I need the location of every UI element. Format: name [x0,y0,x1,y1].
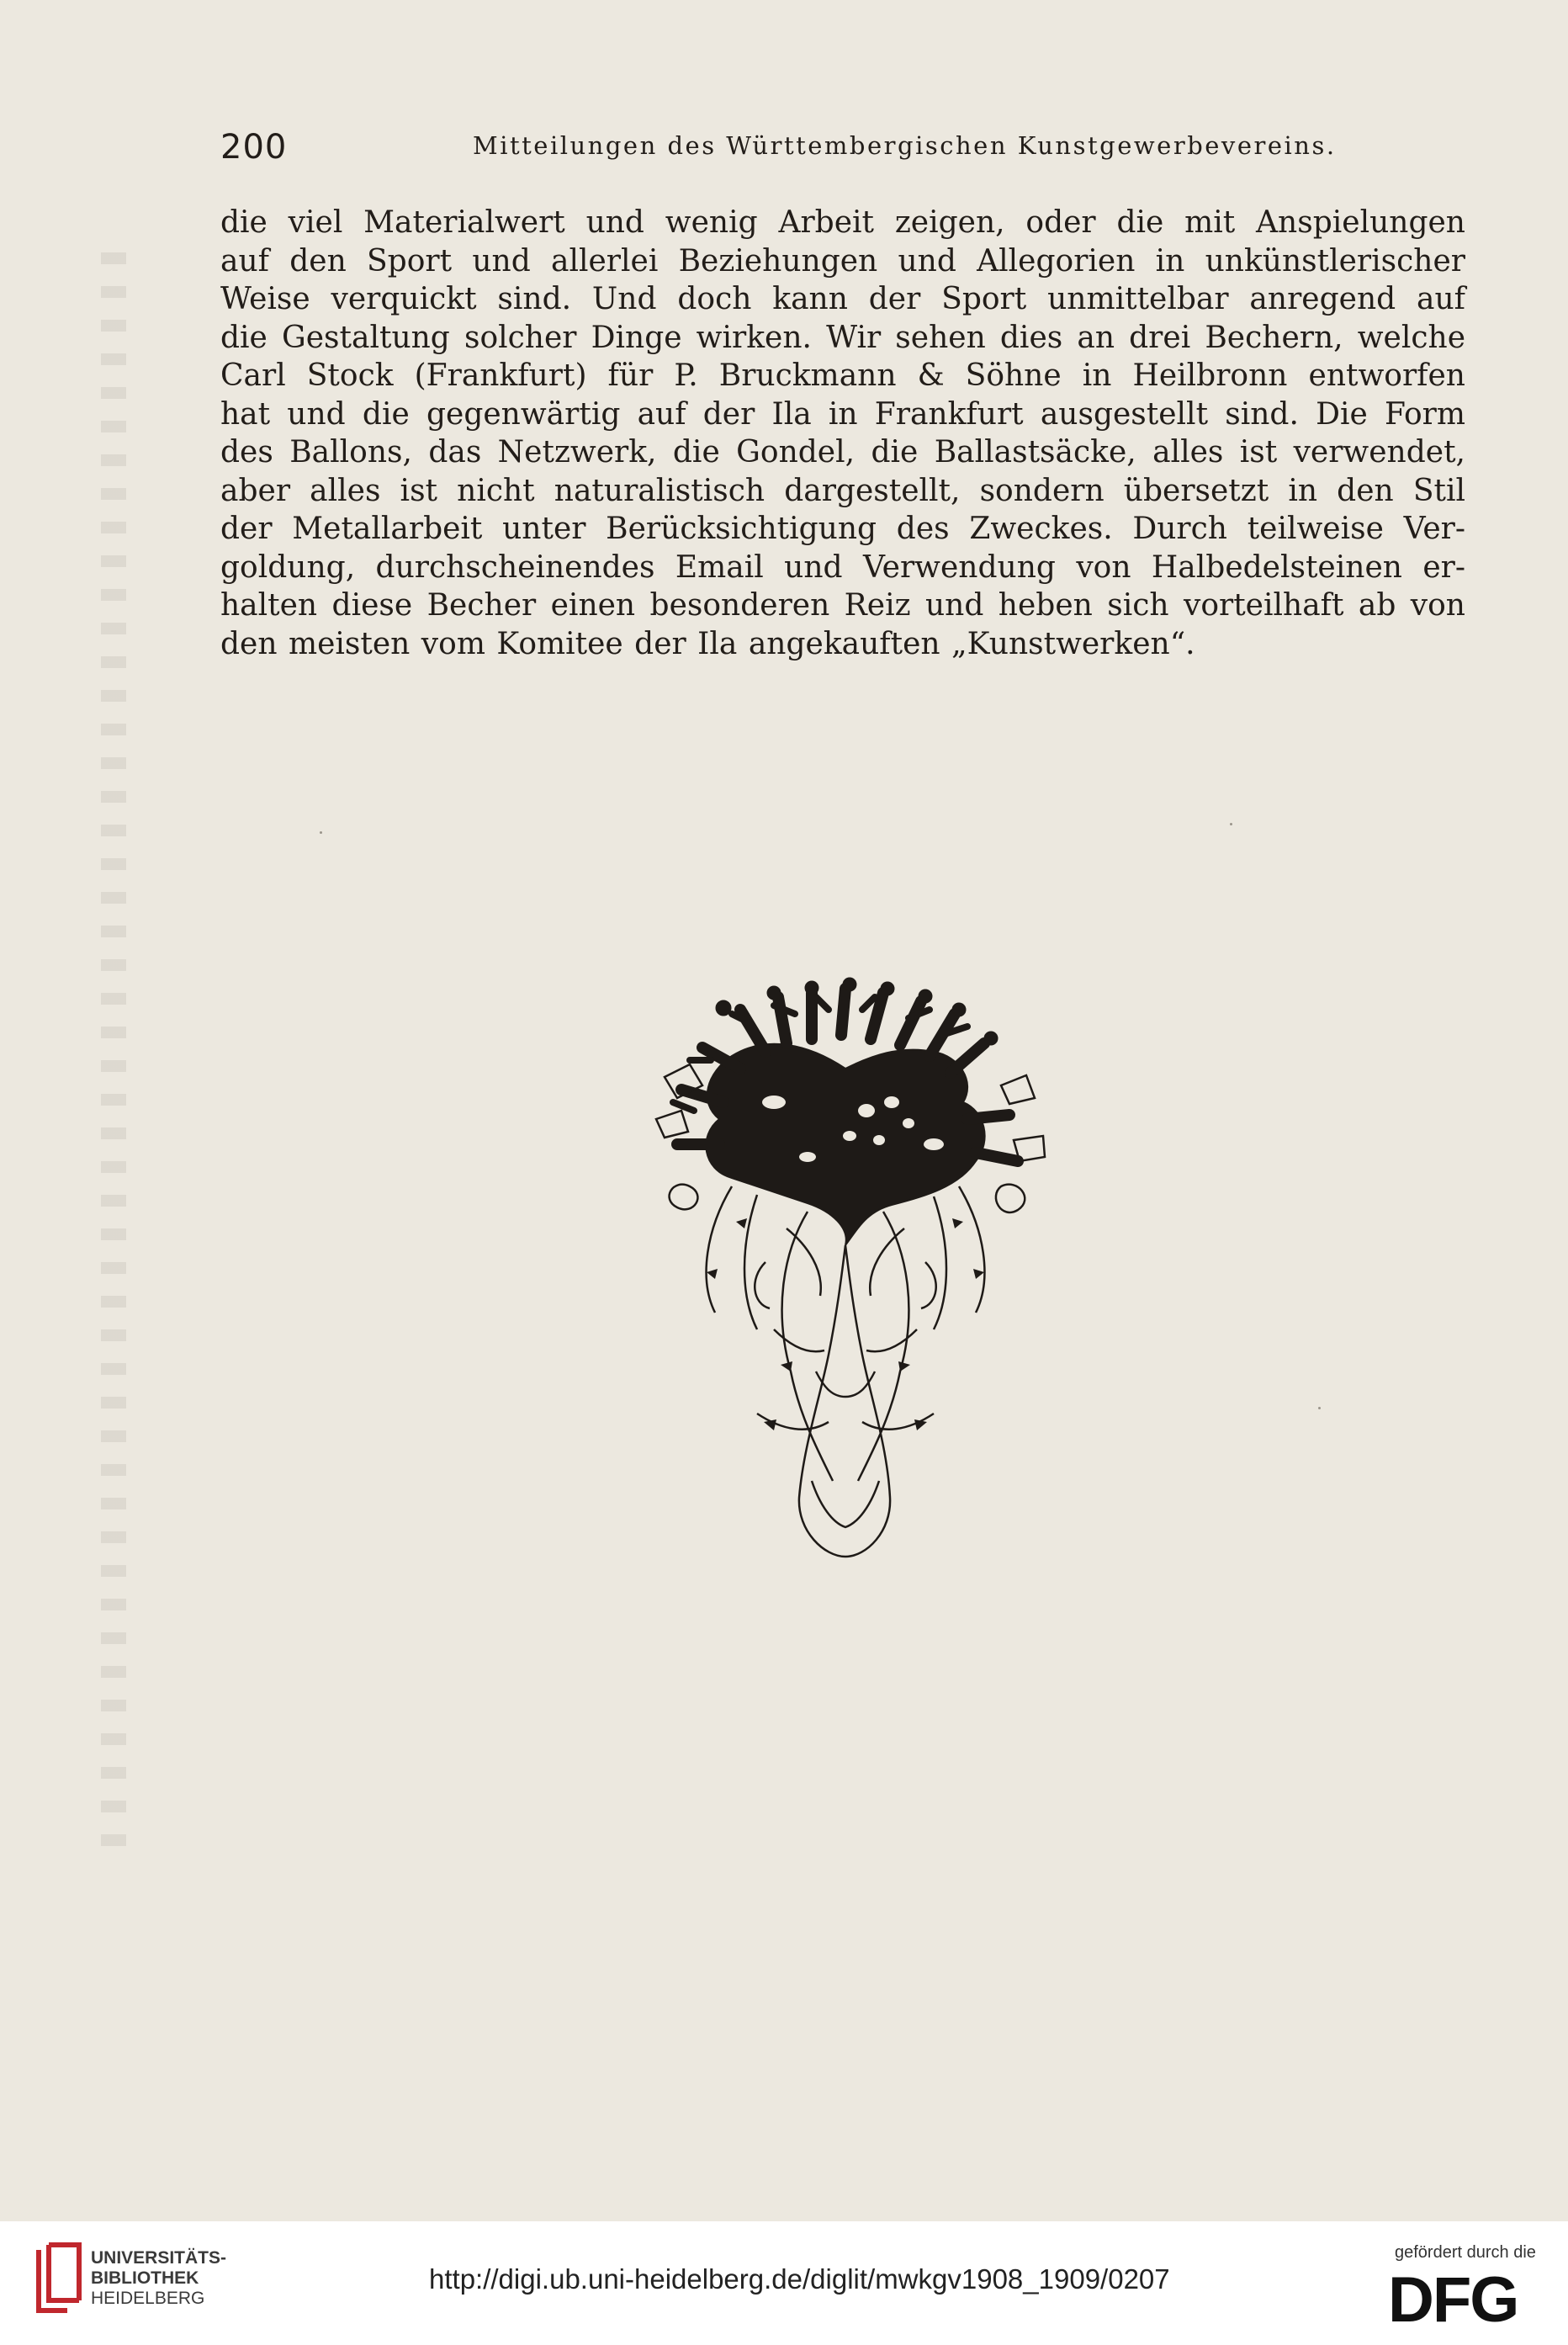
funding-caption: gefördert durch die [1395,2243,1536,2262]
library-name [91,2248,226,2309]
text-line: Carl Stock (Frankfurt) für P. Bruckmann & Söhne in Heilbronn entworfen [220,358,1465,393]
body-paragraph [220,204,1465,663]
bleed-through-shadow [101,252,126,1851]
text-line: die viel Materialwert und wenig Arbeit zeigen, oder die mit Anspielungen [220,205,1465,240]
library-name-line: UNIVERSITÄTS- [91,2248,227,2268]
text-line: halten diese Becher einen besonderen Reiz und heben sich vorteilhaft ab von [220,588,1465,623]
text-line: den meisten vom Komitee der Ila angekauften „Kunstwerken“. [220,626,1195,661]
text-line: auf den Sport und allerlei Beziehungen und Allegorien in unkünstlerischer [220,243,1465,279]
text-line: goldung, durchscheinendes Email und Verwendung von Halbedelsteinen er- [220,549,1465,585]
running-head [220,125,1465,175]
permalink-url[interactable]: http://digi.ub.uni-heidelberg.de/diglit/mwkgv1908_1909/0207 [429,2263,1170,2295]
text-line: hat und die gegenwärtig auf der Ila in Frankfurt ausgestellt sind. Die Form [220,396,1465,432]
library-name-line: BIBLIOTHEK [91,2268,199,2288]
text-line: Weise verquickt sind. Und doch kann der Sport unmittelbar anregend auf [220,282,1465,316]
digitization-footer [0,2221,1568,2345]
dfg-logo: DFG [1388,2264,1518,2336]
paper-speck [1318,1407,1321,1409]
library-name-line: HEIDELBERG [91,2289,205,2308]
text-line: der Metallarbeit unter Berücksichtigung des Zweckes. Durch teilweise Ver- [220,512,1465,546]
paper-speck [320,831,322,834]
running-head-title: Mitteilungen des Württembergischen Kunstgewerbevereins. [473,131,1337,160]
art-nouveau-ornament-illustration [639,976,1052,1565]
paper-speck [1230,823,1232,825]
university-library-logo-icon [34,2242,84,2319]
page-number: 200 [220,128,288,167]
text-line: die Gestaltung solcher Dinge wirken. Wir sehen dies an drei Bechern, welche [220,320,1465,355]
text-line: des Ballons, das Netzwerk, die Gondel, die Ballastsäcke, alles ist verwendet, [220,435,1465,470]
text-line: aber alles ist nicht naturalistisch dargestellt, sondern übersetzt in den Stil [220,473,1465,508]
